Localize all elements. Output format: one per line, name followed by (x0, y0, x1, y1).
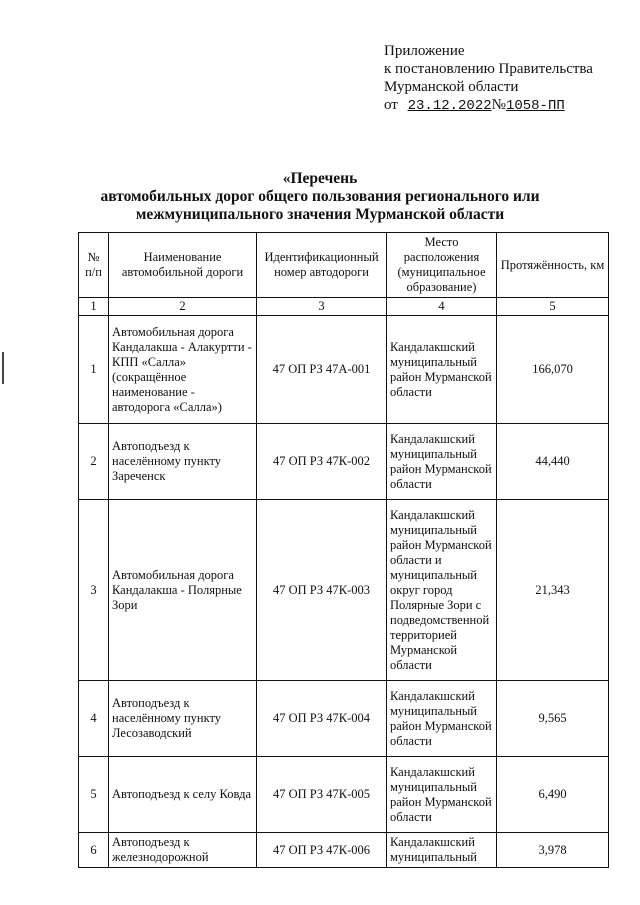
column-number: 4 (387, 298, 497, 316)
appendix-number-sign: № (491, 97, 506, 113)
header-num: № п/п (79, 233, 109, 298)
header-length: Протяжённость, км (497, 233, 609, 298)
header-place: Место расположения (муниципальное образование) (387, 233, 497, 298)
cell-id: 47 ОП РЗ 47А-001 (257, 316, 387, 424)
cell-place: Кандалакшский муниципальный район Мурманской области (387, 681, 497, 757)
appendix-line-1: Приложение (384, 43, 465, 59)
title-line-3: межмуниципального значения Мурманской области (135, 206, 505, 223)
column-number: 3 (257, 298, 387, 316)
table-row (79, 316, 609, 424)
appendix-number: 1058-ПП (505, 98, 565, 114)
cell-id: 47 ОП РЗ 47К-005 (257, 757, 387, 833)
cell-length: 166,070 (497, 316, 609, 424)
title-line-1: «Перечень (282, 170, 358, 187)
column-number-row (79, 298, 609, 316)
table-row (79, 681, 609, 757)
cell-id: 47 ОП РЗ 47К-006 (257, 833, 387, 868)
title-line-2: автомобильных дорог общего пользования регионального или (100, 188, 540, 205)
table-row (79, 424, 609, 500)
cell-name: Автоподъезд к населённому пункту Лесозаводский (109, 681, 257, 757)
cell-num: 1 (79, 316, 109, 424)
column-number: 5 (497, 298, 609, 316)
cell-place: Кандалакшский муниципальный район Мурманской области и муниципальный округ город Полярные Зори с подведомственной территорией Мурманской области (387, 500, 497, 681)
table-row (79, 833, 609, 868)
appendix-date: 23.12.2022 (407, 98, 492, 114)
cell-id: 47 ОП РЗ 47К-003 (257, 500, 387, 681)
table-row (79, 757, 609, 833)
column-number: 2 (109, 298, 257, 316)
cell-length: 44,440 (497, 424, 609, 500)
cell-name: Автомобильная дорога Кандалакша - Полярные Зори (109, 500, 257, 681)
cell-place: Кандалакшский муниципальный район Мурманской области (387, 424, 497, 500)
cell-length: 6,490 (497, 757, 609, 833)
cell-name: Автоподъезд к населённому пункту Зареченск (109, 424, 257, 500)
cell-id: 47 ОП РЗ 47К-004 (257, 681, 387, 757)
cell-length: 3,978 (497, 833, 609, 868)
appendix-line-4 (384, 96, 593, 115)
cell-length: 21,343 (497, 500, 609, 681)
cell-name: Автоподъезд к железнодорожной (109, 833, 257, 868)
cell-num: 3 (79, 500, 109, 681)
appendix-date-prefix: от (384, 97, 398, 113)
header-name: Наименование автомобильной дороги (109, 233, 257, 298)
roads-table (78, 232, 609, 868)
cell-id: 47 ОП РЗ 47К-002 (257, 424, 387, 500)
cell-length: 9,565 (497, 681, 609, 757)
appendix-line-3: Мурманской области (384, 79, 519, 95)
cell-num: 5 (79, 757, 109, 833)
cell-place: Кандалакшский муниципальный район Мурманской области (387, 316, 497, 424)
header-id: Идентификационный номер автодороги (257, 233, 387, 298)
scan-margin-mark (2, 352, 4, 384)
table-row (79, 500, 609, 681)
cell-name: Автоподъезд к селу Ковда (109, 757, 257, 833)
cell-num: 2 (79, 424, 109, 500)
cell-num: 4 (79, 681, 109, 757)
table-header-row (79, 233, 609, 298)
document-title (0, 170, 640, 224)
appendix-line-2: к постановлению Правительства (384, 61, 593, 77)
cell-name: Автомобильная дорога Кандалакша - Алакуртти - КПП «Салла» (сокращённое наименование - автодорога «Салла») (109, 316, 257, 424)
cell-place: Кандалакшский муниципальный (387, 833, 497, 868)
cell-num: 6 (79, 833, 109, 868)
cell-place: Кандалакшский муниципальный район Мурманской области (387, 757, 497, 833)
column-number: 1 (79, 298, 109, 316)
appendix-block (384, 42, 593, 115)
